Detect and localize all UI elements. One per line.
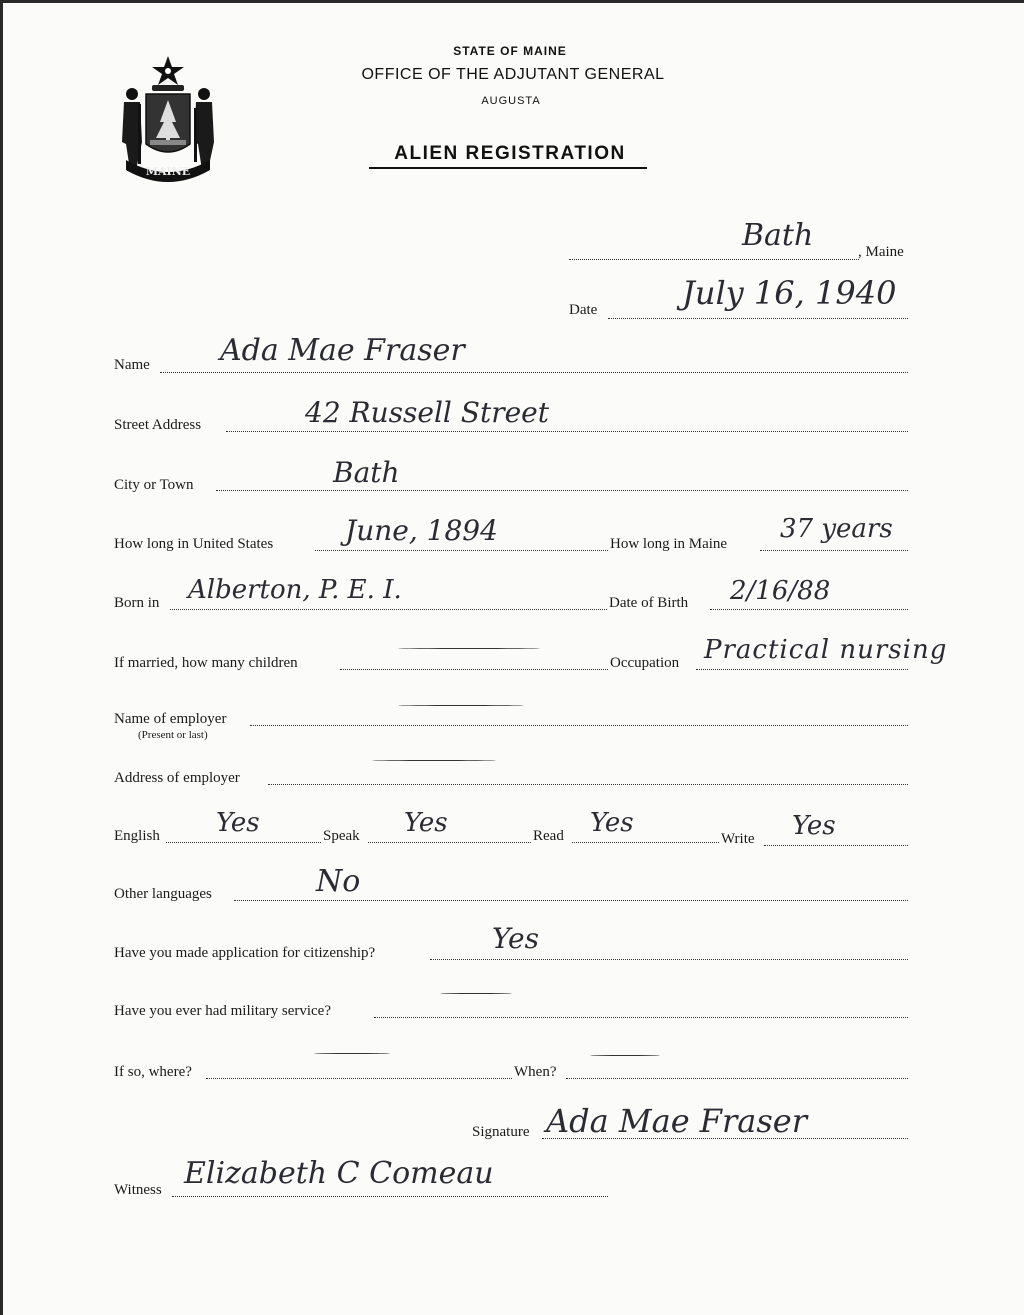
city-label: City or Town <box>114 477 194 493</box>
town-line <box>569 259 859 260</box>
married-children-dash <box>398 648 540 649</box>
header-city: AUGUSTA <box>481 95 541 107</box>
street-address-entry[interactable]: 42 Russell Street <box>305 396 549 429</box>
married-children-label: If married, how many children <box>114 655 298 671</box>
employer-name-line <box>250 725 908 726</box>
married-children-line <box>340 669 608 670</box>
occupation-line <box>696 669 908 670</box>
witness-line <box>172 1196 608 1197</box>
english-entry[interactable]: Yes <box>216 808 260 838</box>
title-underline <box>369 167 647 169</box>
born-in-label: Born in <box>114 595 160 611</box>
if-so-where-line <box>206 1078 512 1079</box>
if-so-where-label: If so, where? <box>114 1064 192 1080</box>
if-so-where-dash <box>314 1053 390 1054</box>
english-label: English <box>114 828 160 844</box>
how-long-us-line <box>315 550 608 551</box>
when-label: When? <box>514 1064 557 1080</box>
header-state: STATE OF MAINE <box>453 44 567 58</box>
how-long-maine-entry[interactable]: 37 years <box>780 514 893 544</box>
how-long-maine-line <box>760 550 908 551</box>
other-languages-entry[interactable]: No <box>316 864 361 899</box>
signature-label: Signature <box>472 1124 530 1140</box>
citizenship-label: Have you made application for citizenship? <box>114 945 376 961</box>
citizenship-line <box>430 959 908 960</box>
signature-entry[interactable]: Ada Mae Fraser <box>546 1102 808 1140</box>
write-line <box>764 845 908 846</box>
born-in-entry[interactable]: Alberton, P. E. I. <box>188 575 402 605</box>
date-of-birth-entry[interactable]: 2/16/88 <box>730 576 831 606</box>
english-line <box>166 842 321 843</box>
citizenship-entry[interactable]: Yes <box>492 922 539 955</box>
name-label: Name <box>114 357 150 373</box>
present-or-last-note: (Present or last) <box>138 729 208 741</box>
when-line <box>566 1078 908 1079</box>
military-label: Have you ever had military service? <box>114 1003 331 1019</box>
city-entry[interactable]: Bath <box>333 456 400 489</box>
born-in-line <box>170 609 607 610</box>
occupation-entry[interactable]: Practical nursing <box>704 635 948 665</box>
speak-line <box>368 842 531 843</box>
date-entry[interactable]: July 16, 1940 <box>682 274 897 312</box>
employer-name-label: Name of employer <box>114 711 227 727</box>
write-entry[interactable]: Yes <box>792 811 836 841</box>
employer-address-label: Address of employer <box>114 770 240 786</box>
read-label: Read <box>533 828 564 844</box>
other-languages-line <box>234 900 908 901</box>
name-entry[interactable]: Ada Mae Fraser <box>220 333 465 368</box>
witness-entry[interactable]: Elizabeth C Comeau <box>184 1156 494 1191</box>
header-office: OFFICE OF THE ADJUTANT GENERAL <box>361 66 665 83</box>
city-line <box>216 490 908 491</box>
scan-edge-left <box>0 0 3 1315</box>
military-line <box>374 1017 908 1018</box>
speak-label: Speak <box>323 828 360 844</box>
how-long-us-label: How long in United States <box>114 536 274 552</box>
town-entry[interactable]: Bath <box>742 218 814 253</box>
speak-entry[interactable]: Yes <box>404 808 448 838</box>
other-languages-label: Other languages <box>114 886 212 902</box>
maine-label: , Maine <box>858 244 904 260</box>
read-line <box>572 842 719 843</box>
seal-banner-text: MAINE <box>145 165 191 178</box>
scan-edge-top <box>0 0 1024 3</box>
date-of-birth-label: Date of Birth <box>609 595 689 611</box>
read-entry[interactable]: Yes <box>590 808 634 838</box>
witness-label: Witness <box>114 1182 162 1198</box>
employer-address-dash <box>372 760 496 761</box>
date-of-birth-line <box>710 609 908 610</box>
name-line <box>160 372 908 373</box>
write-label: Write <box>721 831 755 847</box>
street-address-label: Street Address <box>114 417 202 433</box>
street-address-line <box>226 431 908 432</box>
employer-name-dash <box>398 705 524 706</box>
employer-address-line <box>268 784 908 785</box>
date-label: Date <box>569 302 598 318</box>
date-line <box>608 318 908 319</box>
form-title: ALIEN REGISTRATION <box>394 143 626 164</box>
how-long-us-entry[interactable]: June, 1894 <box>345 514 498 547</box>
military-dash <box>440 993 512 994</box>
how-long-maine-label: How long in Maine <box>610 536 728 552</box>
occupation-label: Occupation <box>610 655 680 671</box>
when-dash <box>590 1055 660 1056</box>
